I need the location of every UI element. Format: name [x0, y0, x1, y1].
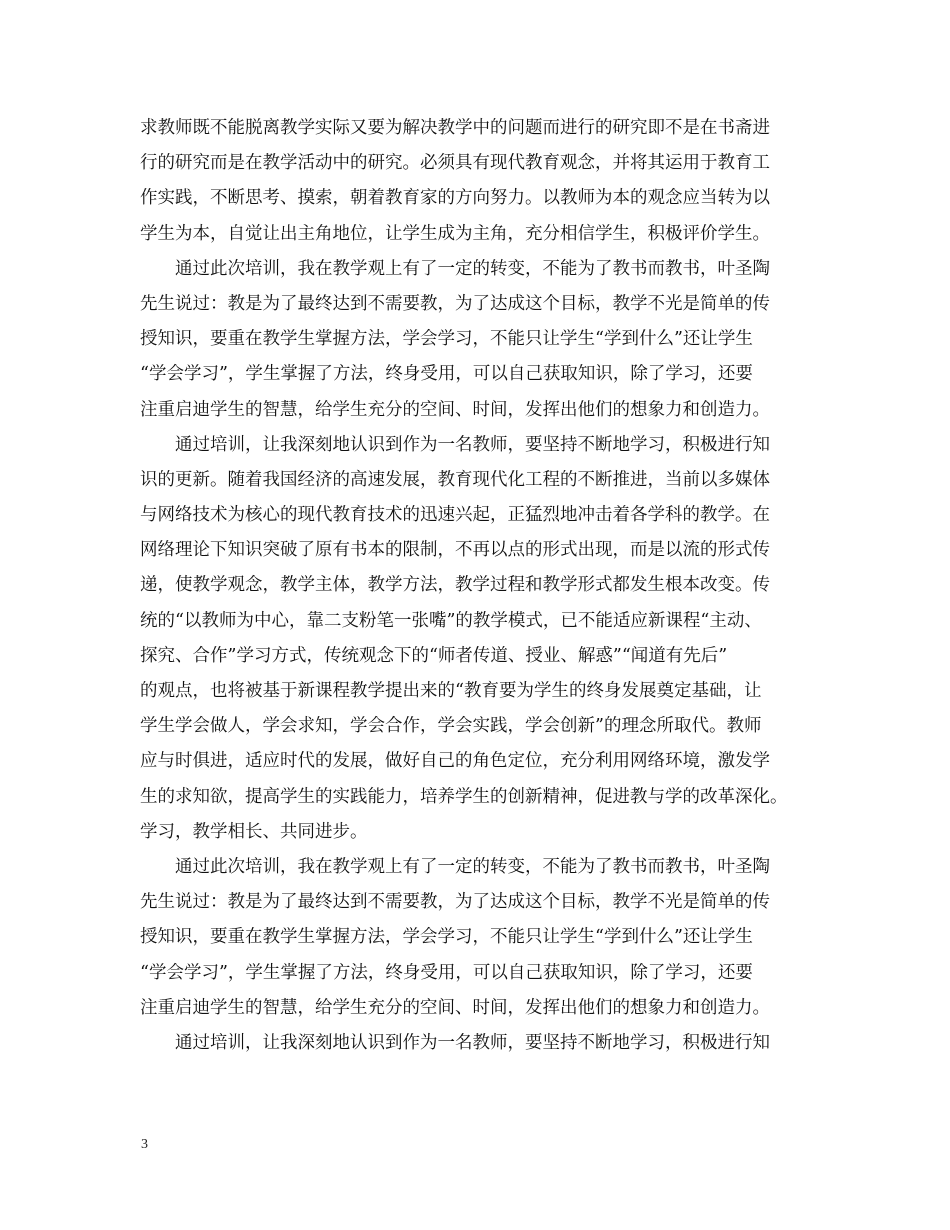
text-line: 的观点，也将被基于新课程教学提出来的“教育要为学生的终身发展奠定基础，让	[140, 681, 762, 701]
text-line: 探究、合作”学习方式，传统观念下的“师者传道、授业、解惑”“闻道有先后”	[140, 645, 728, 666]
text-line: 作实践，不断思考、摸索，朝着教育家的方向努力。以教师为本的观念应当转为以	[140, 188, 770, 209]
document-body	[140, 111, 820, 1061]
text-line: 学习，教学相长、共同进步。	[140, 821, 368, 842]
text-line: 应与时俱进，适应时代的发展，做好自己的角色定位，充分利用网络环境，激发学	[140, 751, 770, 772]
text-line: 网络理论下知识突破了原有书本的限制，不再以点的形式出现，而是以流的形式传	[140, 540, 770, 561]
text-line: 求教师既不能脱离教学实际又要为解决教学中的问题而进行的研究即不是在书斋进	[140, 118, 770, 138]
text-line: 注重启迪学生的智慧，给学生充分的空间、时间，发挥出他们的想象力和创造力。	[140, 997, 770, 1018]
text-line: 通过培训，让我深刻地认识到作为一名教师，要坚持不断地学习，积极进行知	[175, 1032, 770, 1053]
text-line: 通过此次培训，我在教学观上有了一定的转变，不能为了教书而教书，叶圣陶	[175, 856, 770, 877]
text-line: 学生为本，自觉让出主角地位，让学生成为主角，充分相信学生，积极评价学生。	[140, 223, 770, 244]
text-line: 授知识，要重在教学生掌握方法，学会学习，不能只让学生“学到什么”还让学生	[140, 329, 753, 350]
text-line: 通过培训，让我深刻地认识到作为一名教师，要坚持不断地学习，积极进行知	[175, 434, 770, 455]
text-line: “学会学习”，学生掌握了方法，终身受用，可以自己获取知识，除了学习，还要	[140, 962, 753, 983]
text-line: 与网络技术为核心的现代教育技术的迅速兴起，正猛烈地冲击着各学科的教学。在	[140, 505, 770, 526]
text-line: 通过此次培训，我在教学观上有了一定的转变，不能为了教书而教书，叶圣陶	[175, 258, 770, 279]
text-line: 递，使教学观念，教学主体，教学方法，教学过程和教学形式都发生根本改变。传	[140, 575, 770, 596]
text-line: 授知识，要重在教学生掌握方法，学会学习，不能只让学生“学到什么”还让学生	[140, 927, 753, 948]
text-line: 识的更新。随着我国经济的高速发展，教育现代化工程的不断推进，当前以多媒体	[140, 469, 770, 490]
text-line: 统的“以教师为中心，靠二支粉笔一张嘴”的教学模式，已不能适应新课程“主动、	[140, 610, 762, 631]
text-line: 行的研究而是在教学活动中的研究。必须具有现代教育观念，并将其运用于教育工	[140, 153, 770, 174]
text-line: 先生说过：教是为了最终达到不需要教，为了达成这个目标，教学不光是简单的传	[140, 892, 770, 913]
text-line: 注重启迪学生的智慧，给学生充分的空间、时间，发挥出他们的想象力和创造力。	[140, 399, 770, 420]
text-line: 先生说过：教是为了最终达到不需要教，为了达成这个目标，教学不光是简单的传	[140, 293, 770, 314]
text-line: 生的求知欲，提高学生的实践能力，培养学生的创新精神，促进教与学的改革深化。	[140, 786, 788, 807]
text-line: “学会学习”，学生掌握了方法，终身受用，可以自己获取知识，除了学习，还要	[140, 364, 753, 385]
text-line: 学生学会做人，学会求知，学会合作，学会实践，学会创新”的理念所取代。教师	[140, 716, 762, 737]
page-number: 3	[141, 1137, 148, 1152]
